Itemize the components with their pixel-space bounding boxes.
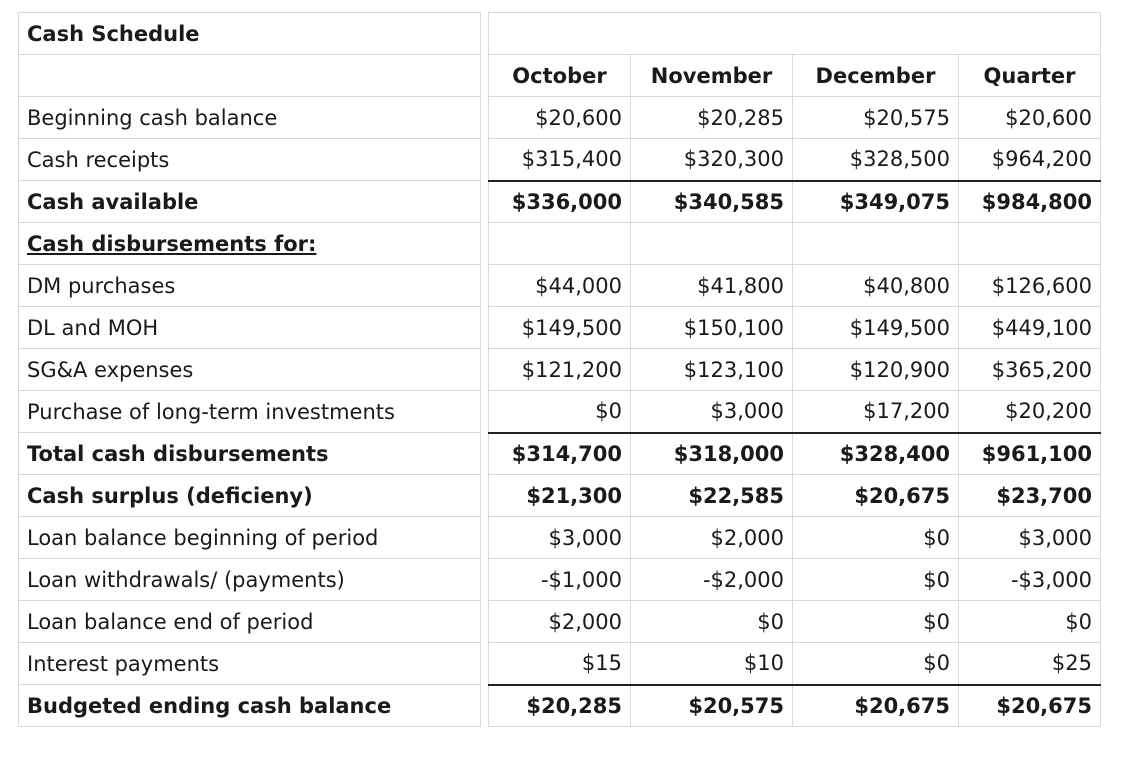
value-november: $340,585 xyxy=(631,181,793,223)
value-october: $20,285 xyxy=(489,685,631,727)
value-november: $0 xyxy=(631,601,793,643)
row-purchase-long-term-investments xyxy=(19,391,1101,433)
value-quarter: $20,600 xyxy=(959,97,1101,139)
value-december: $349,075 xyxy=(793,181,959,223)
value-november: $10 xyxy=(631,643,793,685)
value-november: $20,285 xyxy=(631,97,793,139)
row-label: Loan balance beginning of period xyxy=(19,517,481,559)
value-december: $20,575 xyxy=(793,97,959,139)
row-label: Interest payments xyxy=(19,643,481,685)
value-october: $336,000 xyxy=(489,181,631,223)
value-october: $121,200 xyxy=(489,349,631,391)
schedule-title: Cash Schedule xyxy=(19,13,481,55)
value-october: $3,000 xyxy=(489,517,631,559)
value-october xyxy=(489,223,631,265)
cash-schedule-table xyxy=(18,12,1101,727)
row-loan-balance-beginning xyxy=(19,517,1101,559)
value-december: $0 xyxy=(793,601,959,643)
value-quarter: $23,700 xyxy=(959,475,1101,517)
value-quarter: $20,675 xyxy=(959,685,1101,727)
value-november: $123,100 xyxy=(631,349,793,391)
value-november: $20,575 xyxy=(631,685,793,727)
column-header-december: December xyxy=(793,55,959,97)
row-label: DM purchases xyxy=(19,265,481,307)
row-loan-balance-end xyxy=(19,601,1101,643)
value-quarter: $20,200 xyxy=(959,391,1101,433)
value-november: $318,000 xyxy=(631,433,793,475)
value-quarter: $25 xyxy=(959,643,1101,685)
value-december: $20,675 xyxy=(793,685,959,727)
row-label: Cash surplus (deficieny) xyxy=(19,475,481,517)
column-header-october: October xyxy=(489,55,631,97)
row-loan-withdrawals-payments xyxy=(19,559,1101,601)
value-october: -$1,000 xyxy=(489,559,631,601)
value-october: $2,000 xyxy=(489,601,631,643)
value-october: $314,700 xyxy=(489,433,631,475)
row-sga-expenses xyxy=(19,349,1101,391)
value-quarter: $365,200 xyxy=(959,349,1101,391)
header-row xyxy=(19,55,1101,97)
row-label: Loan withdrawals/ (payments) xyxy=(19,559,481,601)
value-quarter: $964,200 xyxy=(959,139,1101,181)
column-header-november: November xyxy=(631,55,793,97)
value-quarter: $3,000 xyxy=(959,517,1101,559)
row-label: Cash available xyxy=(19,181,481,223)
row-label: Loan balance end of period xyxy=(19,601,481,643)
value-november: $320,300 xyxy=(631,139,793,181)
value-november: $150,100 xyxy=(631,307,793,349)
value-october: $149,500 xyxy=(489,307,631,349)
value-december: $17,200 xyxy=(793,391,959,433)
value-quarter: $961,100 xyxy=(959,433,1101,475)
value-december: $40,800 xyxy=(793,265,959,307)
value-quarter xyxy=(959,223,1101,265)
value-quarter: $984,800 xyxy=(959,181,1101,223)
value-december: $120,900 xyxy=(793,349,959,391)
value-november: $41,800 xyxy=(631,265,793,307)
row-interest-payments xyxy=(19,643,1101,685)
value-november: -$2,000 xyxy=(631,559,793,601)
section-heading: Cash disbursements for: xyxy=(27,231,317,256)
value-october: $44,000 xyxy=(489,265,631,307)
value-quarter: $0 xyxy=(959,601,1101,643)
row-label: SG&A expenses xyxy=(19,349,481,391)
row-beginning-cash-balance xyxy=(19,97,1101,139)
value-december: $20,675 xyxy=(793,475,959,517)
row-budgeted-ending-cash-balance xyxy=(19,685,1101,727)
row-cash-receipts xyxy=(19,139,1101,181)
value-october: $315,400 xyxy=(489,139,631,181)
row-total-cash-disbursements xyxy=(19,433,1101,475)
value-october: $20,600 xyxy=(489,97,631,139)
value-november: $2,000 xyxy=(631,517,793,559)
value-november xyxy=(631,223,793,265)
title-row xyxy=(19,13,1101,55)
value-november: $22,585 xyxy=(631,475,793,517)
header-blank-cell xyxy=(19,55,481,97)
value-october: $21,300 xyxy=(489,475,631,517)
value-october: $0 xyxy=(489,391,631,433)
value-november: $3,000 xyxy=(631,391,793,433)
row-label: Beginning cash balance xyxy=(19,97,481,139)
value-december: $328,500 xyxy=(793,139,959,181)
value-december: $149,500 xyxy=(793,307,959,349)
row-cash-available xyxy=(19,181,1101,223)
value-december: $0 xyxy=(793,559,959,601)
row-label: Cash receipts xyxy=(19,139,481,181)
row-label: Purchase of long-term investments xyxy=(19,391,481,433)
row-label: Total cash disbursements xyxy=(19,433,481,475)
value-october: $15 xyxy=(489,643,631,685)
row-dl-and-moh xyxy=(19,307,1101,349)
value-december xyxy=(793,223,959,265)
value-quarter: -$3,000 xyxy=(959,559,1101,601)
value-quarter: $126,600 xyxy=(959,265,1101,307)
row-dm-purchases xyxy=(19,265,1101,307)
value-december: $0 xyxy=(793,517,959,559)
row-cash-surplus xyxy=(19,475,1101,517)
column-header-quarter: Quarter xyxy=(959,55,1101,97)
value-quarter: $449,100 xyxy=(959,307,1101,349)
row-cash-disbursements-header xyxy=(19,223,1101,265)
value-december: $328,400 xyxy=(793,433,959,475)
row-label: DL and MOH xyxy=(19,307,481,349)
value-december: $0 xyxy=(793,643,959,685)
row-label: Budgeted ending cash balance xyxy=(19,685,481,727)
